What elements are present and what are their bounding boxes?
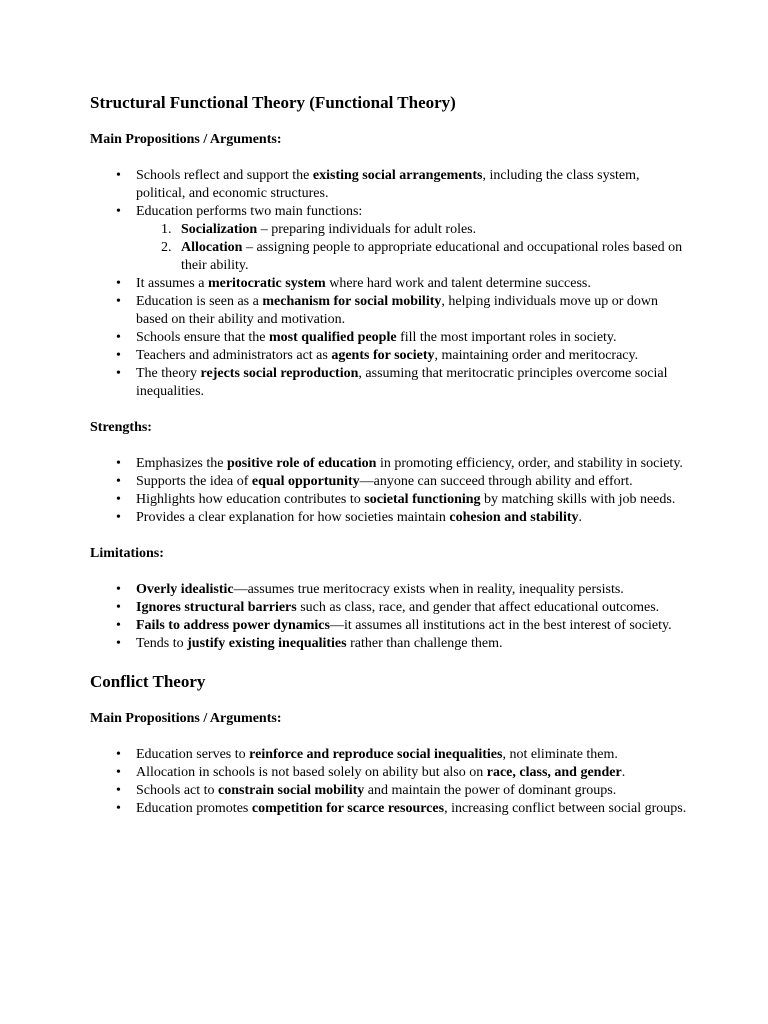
list-item: • Schools reflect and support the existing social arrangements, including the class system, political, and economic structures. [136,167,690,203]
list-item: • Education is seen as a mechanism for social mobility, helping individuals move up or down based on their ability and motivation. [136,293,690,329]
list-item: • Schools act to constrain social mobility and maintain the power of dominant groups. [136,782,690,800]
section-title-conflict-theory: Conflict Theory [90,672,206,691]
list-item: • Provides a clear explanation for how societies maintain cohesion and stability. [136,509,690,527]
list-item: • Schools ensure that the most qualified people fill the most important roles in society. [136,329,690,347]
list-item: • Fails to address power dynamics—it assumes all institutions act in the best interest of society. [136,617,690,635]
propositions-list [90,746,690,818]
sub-list-item: Socialization – preparing individuals for adult roles. [181,222,477,237]
list-item: • It assumes a meritocratic system where hard work and talent determine success. [136,275,690,293]
list-item: • Allocation in schools is not based solely on ability but also on race, class, and gender. [136,764,690,782]
limitations-list [90,581,690,653]
list-item: • Overly idealistic—assumes true meritocracy exists when in reality, inequality persists. [136,581,690,599]
propositions-heading: Main Propositions / Arguments: [90,132,282,147]
section-title-functional-theory: Structural Functional Theory (Functional Theory) [90,93,456,112]
list-item: • Education performs two main functions: Socialization – preparing individuals for adult roles. Allocation – assigning people to appropriate educational and occupational roles based on their ability. [136,203,690,275]
strengths-heading: Strengths: [90,420,152,435]
propositions-heading: Main Propositions / Arguments: [90,711,282,726]
functions-sublist [136,221,690,275]
list-item: • The theory rejects social reproduction, assuming that meritocratic principles overcome social inequalities. [136,365,690,401]
list-item: • Highlights how education contributes to societal functioning by matching skills with job needs. [136,491,690,509]
list-item: • Supports the idea of equal opportunity—anyone can succeed through ability and effort. [136,473,690,491]
strengths-list [90,455,690,527]
sub-list-item: Allocation – assigning people to appropriate educational and occupational roles based on their ability. [181,240,683,273]
propositions-list [90,167,690,401]
list-item: • Teachers and administrators act as agents for society, maintaining order and meritocracy. [136,347,690,365]
list-item: • Education promotes competition for scarce resources, increasing conflict between social groups. [136,800,690,818]
list-item: • Education serves to reinforce and reproduce social inequalities, not eliminate them. [136,746,690,764]
list-item: • Emphasizes the positive role of education in promoting efficiency, order, and stability in society. [136,455,690,473]
document-page [90,92,690,836]
list-item: • Tends to justify existing inequalities rather than challenge them. [136,635,690,653]
limitations-heading: Limitations: [90,546,164,561]
list-item: • Ignores structural barriers such as class, race, and gender that affect educational outcomes. [136,599,690,617]
